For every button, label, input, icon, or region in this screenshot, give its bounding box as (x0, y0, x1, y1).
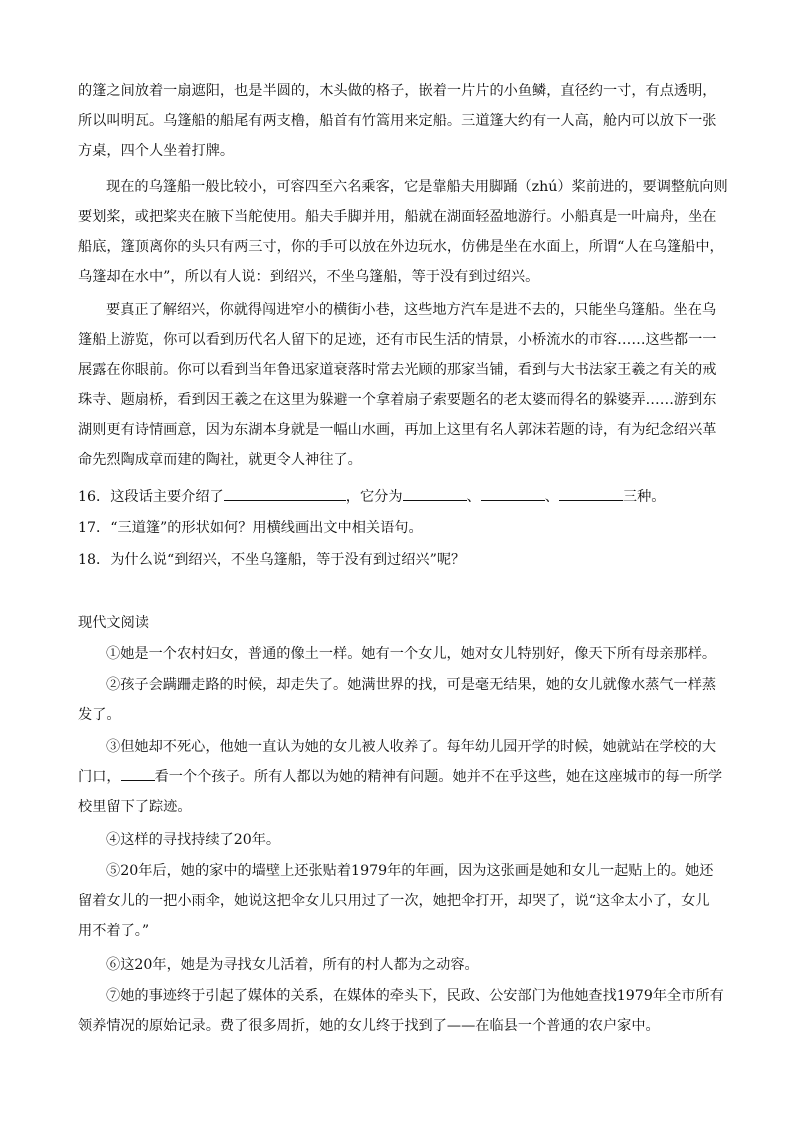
text-line: ⑥这20年，她是为寻找女儿活着，所有的村人都为之动容。 (106, 957, 479, 973)
text-line: 篷船上游览，你可以看到历代名人留下的足迹，还有市民生活的情景，小桥流水的市容……这些都一一 (78, 332, 717, 348)
text-fragment: 门口， (78, 769, 121, 785)
passage2-para6 (78, 950, 718, 980)
text-line: ②孩子会蹒跚走路的时候，却走失了。她满世界的找，可是毫无结果，她的女儿就像水蒸气一样蒸 (106, 677, 717, 693)
q16-text: 、 (466, 489, 481, 505)
text-line: 要划桨，或把桨夹在腋下当舵使用。船夫手脚并用，船就在湖面轻盈地游行。小船真是一叶扁舟，坐在 (78, 209, 717, 225)
text-line: ④这样的寻找持续了20年。 (106, 832, 281, 848)
passage1-para1 (78, 76, 718, 166)
text-line: 校里留下了踪迹。 (78, 799, 192, 815)
text-line: 留着女儿的一把小雨伞，她说这把伞女儿只用过了一次，她把伞打开，却哭了，说“这伞太小了，女儿 (78, 893, 710, 909)
answer-blank[interactable] (403, 484, 467, 501)
q16-text: ，它分为 (345, 489, 403, 505)
text-fragment: 看一个个孩子。所有人都以为她的精神有问题。她并不在乎这些，她在这座城市的每一所学 (154, 769, 723, 785)
text-line: 的篷之间放着一扇遮阳，也是半圆的，木头做的格子，嵌着一片片的小鱼鳞，直径约一寸，有点透明， (78, 83, 717, 99)
q16-text: 三种。 (622, 489, 666, 505)
text-line: 方桌，四个人坐着打牌。 (78, 143, 235, 159)
question-16 (78, 482, 666, 512)
passage1-para2 (78, 172, 728, 292)
question-18: 18．为什么说“到绍兴，不坐乌篷船，等于没有到过绍兴”呢？ (78, 552, 466, 568)
text-line: ③但她却不死心，他她一直认为她的女儿被人收养了。每年幼儿园开学的时候，她就站在学校的大 (106, 739, 717, 755)
text-line: 现在的乌篷船一般比较小，可容四至六名乘客，它是靠船夫用脚踊（zhú）桨前进的，要调整航向则 (106, 179, 728, 195)
passage2-para3 (78, 732, 723, 822)
text-line: 要真正了解绍兴，你就得闯进窄小的横街小巷，这些地方汽车是进不去的，只能坐乌篷船。坐在乌 (106, 302, 717, 318)
question-17: 17．“三道篷”的形状如何？用横线画出文中相关语句。 (78, 520, 423, 536)
text-line: 所以叫明瓦。乌篷船的船尾有两支橹，船首有竹篙用来定船。三道篷大约有一人高，舱内可以放下一张 (78, 113, 717, 129)
text-line: ⑦她的事迹终于引起了媒体的关系，在媒体的牵头下，民政、公安部门为他她查找1979年全市所有 (106, 988, 724, 1004)
text-line (78, 762, 723, 792)
passage1-para3 (78, 295, 718, 475)
passage2-para5 (78, 856, 718, 946)
text-line: 发了。 (78, 707, 121, 723)
text-line: ①她是一个农村妇女，普通的像土一样。她有一个女儿，她对女儿特别好，像天下所有母亲那样。 (106, 646, 717, 662)
passage2-para1 (78, 639, 718, 669)
text-line: 领养情况的原始记录。费了很多周折，她的女儿终于找到了——在临县一个普通的农户家中。 (78, 1018, 660, 1034)
section-heading: 现代文阅读 (78, 615, 149, 631)
passage2-para7 (78, 981, 724, 1041)
text-line: 珠寺、题扇桥，看到因王羲之在这里为躲避一个拿着扇子索要题名的老太婆而得名的躲婆弄……游到东 (78, 392, 717, 408)
answer-blank[interactable] (224, 484, 346, 501)
answer-blank[interactable] (121, 764, 155, 781)
text-line: 乌篷却在水中”，所以有人说：到绍兴，不坐乌篷船，等于没有到过绍兴。 (78, 269, 540, 285)
passage2-para2 (78, 670, 718, 730)
text-line: 用不着了。” (78, 923, 150, 939)
text-line: 展露在你眼前。你可以看到当年鲁迅家道衰落时常去光顾的那家当铺，看到与大书法家王羲之有关的戒 (78, 362, 717, 378)
text-line: 船底，篷顶离你的头只有两三寸，你的手可以放在外边玩水，仿佛是坐在水面上，所谓“人在乌篷船中， (78, 239, 724, 255)
answer-blank[interactable] (481, 484, 545, 501)
text-line: 命先烈陶成章而建的陶社，就更令人神往了。 (78, 452, 362, 468)
text-line: 湖则更有诗情画意，因为东湖本身就是一幅山水画，再加上这里有名人郭沫若题的诗，有为纪念绍兴革 (78, 422, 717, 438)
passage2-para4 (78, 825, 718, 855)
text-line: ⑤20年后，她的家中的墙壁上还张贴着1979年的年画，因为这张画是她和女儿一起贴上的。她还 (106, 863, 714, 879)
q16-text: 、 (544, 489, 559, 505)
answer-blank[interactable] (559, 484, 623, 501)
q16-text: 16．这段话主要介绍了 (78, 489, 224, 505)
